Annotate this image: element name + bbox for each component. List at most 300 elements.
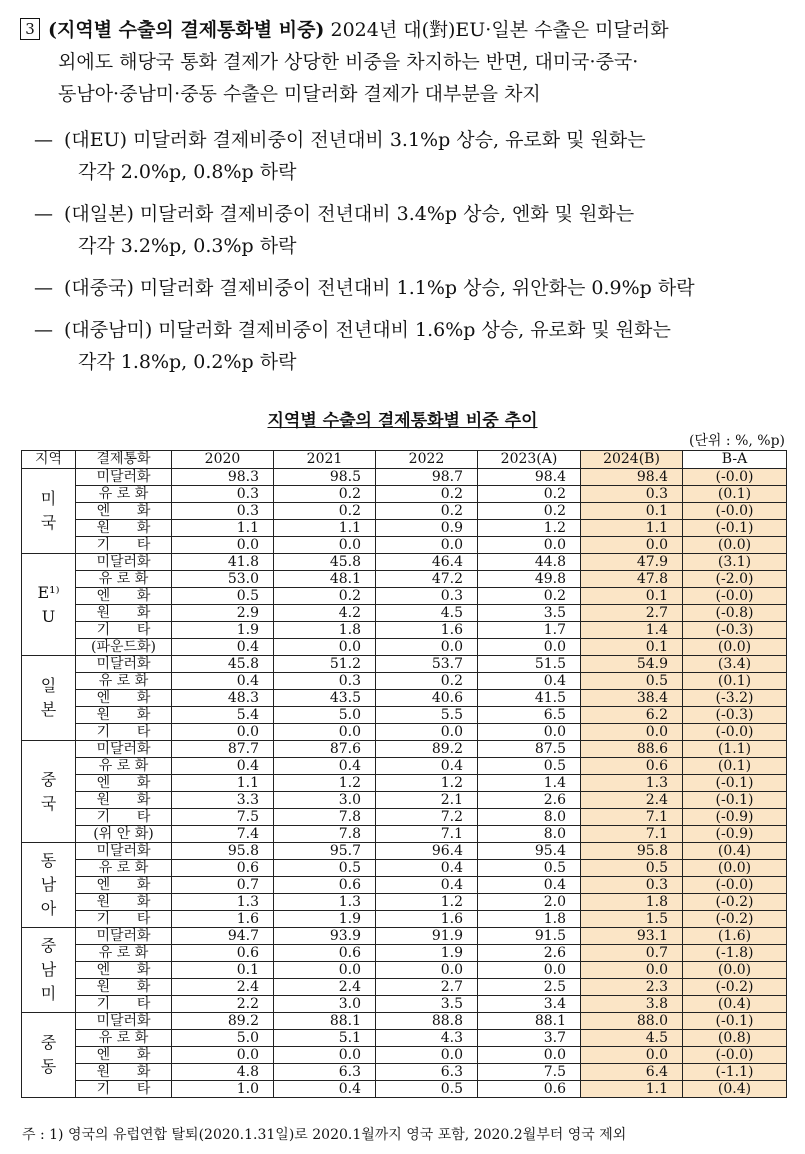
table-row [22,639,787,656]
value-cell: (-1.1) [683,1064,787,1081]
value-cell: 0.0 [172,724,274,741]
table-row [22,605,787,622]
column-header: 2021 [274,451,376,469]
value-cell: 0.3 [172,486,274,503]
value-cell: 0.2 [376,503,478,520]
currency-cell: 엔 화 [76,1047,172,1064]
value-cell: 2.6 [478,792,581,809]
table-row [22,1064,787,1081]
value-cell: 4.5 [581,1030,683,1047]
value-cell: (-0.9) [683,826,787,843]
value-cell: 2.4 [172,979,274,996]
value-cell: 93.9 [274,928,376,945]
value-cell: 2.7 [581,605,683,622]
table-row [22,758,787,775]
value-cell: 89.2 [376,741,478,758]
region-cell: 중 국 [22,741,76,843]
table-row [22,503,787,520]
column-header: 2023(A) [478,451,581,469]
value-cell: 1.8 [478,911,581,928]
currency-cell: 미달러화 [76,843,172,860]
currency-cell: 기 타 [76,622,172,639]
value-cell: 0.4 [478,673,581,690]
table-row [22,469,787,486]
value-cell: (-0.9) [683,809,787,826]
value-cell: 45.8 [172,656,274,673]
bullet-item [34,272,790,304]
table-row [22,792,787,809]
value-cell: 53.0 [172,571,274,588]
value-cell: 0.0 [274,1047,376,1064]
value-cell: 1.9 [172,622,274,639]
value-cell: 6.5 [478,707,581,724]
value-cell: 48.1 [274,571,376,588]
value-cell: 87.7 [172,741,274,758]
table-row [22,843,787,860]
currency-cell: 기 타 [76,537,172,554]
value-cell: 0.0 [172,1047,274,1064]
bullet-text: (대일본) 미달러화 결제비중이 전년대비 3.4%p 상승, 엔화 및 원화는 [64,203,635,225]
value-cell: 0.0 [581,1047,683,1064]
value-cell: 0.6 [478,1081,581,1098]
value-cell: 1.2 [478,520,581,537]
value-cell: 6.3 [274,1064,376,1081]
value-cell: 88.1 [274,1013,376,1030]
value-cell: 91.9 [376,928,478,945]
value-cell: 3.5 [478,605,581,622]
value-cell: 1.1 [274,520,376,537]
bullet-text: (대중국) 미달러화 결제비중이 전년대비 1.1%p 상승, 위안화는 0.9%p 하락 [64,277,695,299]
table-row [22,996,787,1013]
table-row [22,877,787,894]
table-row [22,690,787,707]
value-cell: 5.0 [274,707,376,724]
table-row [22,571,787,588]
table-row [22,826,787,843]
value-cell: 7.5 [172,809,274,826]
bullet-line-1 [34,198,790,230]
value-cell: 98.5 [274,469,376,486]
value-cell: 44.8 [478,554,581,571]
table-header-row [22,451,787,469]
region-cell: 동 남 아 [22,843,76,928]
value-cell: 3.3 [172,792,274,809]
value-cell: 98.7 [376,469,478,486]
value-cell: 7.5 [478,1064,581,1081]
value-cell: 0.0 [376,1047,478,1064]
value-cell: 0.5 [581,860,683,877]
value-cell: 6.3 [376,1064,478,1081]
table-row [22,1047,787,1064]
value-cell: 88.6 [581,741,683,758]
currency-cell: 유 로 화 [76,486,172,503]
value-cell: 2.4 [581,792,683,809]
value-cell: 0.0 [581,537,683,554]
value-cell: (-1.8) [683,945,787,962]
value-cell: 0.4 [172,758,274,775]
value-cell: 0.3 [376,588,478,605]
value-cell: 0.1 [172,962,274,979]
value-cell: 0.2 [478,486,581,503]
currency-cell: 유 로 화 [76,758,172,775]
value-cell: 7.1 [376,826,478,843]
currency-cell: 기 타 [76,996,172,1013]
value-cell: 88.0 [581,1013,683,1030]
value-cell: 0.0 [376,724,478,741]
value-cell: 0.0 [274,724,376,741]
value-cell: 0.2 [376,673,478,690]
value-cell: 2.5 [478,979,581,996]
value-cell: 5.0 [172,1030,274,1047]
value-cell: (-0.0) [683,724,787,741]
value-cell: (0.0) [683,639,787,656]
value-cell: 0.0 [172,537,274,554]
value-cell: 0.6 [172,860,274,877]
value-cell: 4.8 [172,1064,274,1081]
value-cell: 2.7 [376,979,478,996]
value-cell: 53.7 [376,656,478,673]
value-cell: (-0.1) [683,792,787,809]
value-cell: 1.6 [376,622,478,639]
value-cell: 0.4 [172,639,274,656]
value-cell: (1.6) [683,928,787,945]
value-cell: 0.4 [376,860,478,877]
table-row [22,741,787,758]
bullet-line-1 [34,272,790,304]
value-cell: 0.0 [478,1047,581,1064]
value-cell: 2.9 [172,605,274,622]
value-cell: 1.9 [274,911,376,928]
table-row [22,894,787,911]
value-cell: 6.2 [581,707,683,724]
value-cell: 5.4 [172,707,274,724]
value-cell: 7.8 [274,809,376,826]
value-cell: 54.9 [581,656,683,673]
currency-cell: 미달러화 [76,741,172,758]
value-cell: 95.8 [581,843,683,860]
value-cell: 88.1 [478,1013,581,1030]
value-cell: 0.1 [581,588,683,605]
currency-cell: 미달러화 [76,928,172,945]
value-cell: 45.8 [274,554,376,571]
bullet-item [34,314,790,378]
currency-cell: (위 안 화) [76,826,172,843]
table-row [22,554,787,571]
table-row [22,673,787,690]
table-row [22,1081,787,1098]
value-cell: (-0.3) [683,622,787,639]
value-cell: 2.6 [478,945,581,962]
value-cell: 1.0 [172,1081,274,1098]
currency-cell: 엔 화 [76,877,172,894]
value-cell: 8.0 [478,809,581,826]
currency-cell: 원 화 [76,894,172,911]
value-cell: 96.4 [376,843,478,860]
value-cell: 2.2 [172,996,274,1013]
value-cell: 4.2 [274,605,376,622]
intro-paragraph [20,14,790,110]
value-cell: 0.0 [274,962,376,979]
column-header: 2020 [172,451,274,469]
value-cell: 0.0 [274,537,376,554]
value-cell: 7.4 [172,826,274,843]
table-row [22,775,787,792]
bullet-text: (대중남미) 미달러화 결제비중이 전년대비 1.6%p 상승, 유로화 및 원화는 [64,319,671,341]
table-row [22,979,787,996]
region-cell: 중 동 [22,1013,76,1098]
value-cell: 0.5 [274,860,376,877]
bullet-dash: — [34,203,53,225]
value-cell: 87.5 [478,741,581,758]
footnote: 주 : 1) 영국의 유럽연합 탈퇴(2020.1.31일)로 2020.1월까지 영국 포함, 2020.2월부터 영국 제외 [22,1127,627,1143]
value-cell: 7.1 [581,826,683,843]
bullet-dash: — [34,277,53,299]
value-cell: (1.1) [683,741,787,758]
value-cell: 0.4 [376,877,478,894]
value-cell: 98.4 [581,469,683,486]
value-cell: 91.5 [478,928,581,945]
currency-cell: 유 로 화 [76,1030,172,1047]
value-cell: 0.9 [376,520,478,537]
value-cell: 93.1 [581,928,683,945]
value-cell: 1.3 [581,775,683,792]
bullet-dash: — [34,129,53,151]
value-cell: 5.1 [274,1030,376,1047]
value-cell: 1.7 [478,622,581,639]
table-unit: (단위 : %, %p) [688,433,785,449]
value-cell: 1.3 [274,894,376,911]
value-cell: 0.4 [274,758,376,775]
value-cell: 0.2 [274,503,376,520]
table-row [22,962,787,979]
value-cell: (0.0) [683,860,787,877]
bullet-text: (대EU) 미달러화 결제비중이 전년대비 3.1%p 상승, 유로화 및 원화는 [64,129,646,151]
value-cell: 0.3 [581,486,683,503]
value-cell: (-0.0) [683,503,787,520]
value-cell: 48.3 [172,690,274,707]
table-row [22,911,787,928]
value-cell: 0.2 [478,588,581,605]
value-cell: 0.2 [376,486,478,503]
column-header: 지역 [22,451,76,469]
value-cell: 3.0 [274,996,376,1013]
value-cell: 3.5 [376,996,478,1013]
value-cell: 1.1 [172,520,274,537]
intro-title: (지역별 수출의 결제통화별 비중) [48,19,325,41]
currency-cell: 미달러화 [76,656,172,673]
value-cell: 1.2 [376,894,478,911]
value-cell: 3.0 [274,792,376,809]
value-cell: 47.8 [581,571,683,588]
value-cell: 0.5 [478,860,581,877]
value-cell: (-3.2) [683,690,787,707]
value-cell: 0.5 [172,588,274,605]
value-cell: 40.6 [376,690,478,707]
table-row [22,809,787,826]
value-cell: (-0.2) [683,894,787,911]
currency-cell: 원 화 [76,520,172,537]
value-cell: 0.7 [581,945,683,962]
value-cell: 4.3 [376,1030,478,1047]
value-cell: (0.8) [683,1030,787,1047]
bullet-line-1 [34,124,790,156]
value-cell: 1.6 [376,911,478,928]
value-cell: 1.8 [581,894,683,911]
value-cell: 6.4 [581,1064,683,1081]
value-cell: 3.4 [478,996,581,1013]
currency-cell: 엔 화 [76,775,172,792]
value-cell: 0.3 [581,877,683,894]
currency-cell: 엔 화 [76,503,172,520]
value-cell: 38.4 [581,690,683,707]
column-header: 결제통화 [76,451,172,469]
table-row [22,486,787,503]
value-cell: 95.7 [274,843,376,860]
value-cell: (3.1) [683,554,787,571]
currency-cell: 원 화 [76,792,172,809]
value-cell: 5.5 [376,707,478,724]
currency-cell: 유 로 화 [76,945,172,962]
region-cell: 일 본 [22,656,76,741]
value-cell: 1.2 [274,775,376,792]
table-row [22,520,787,537]
value-cell: 87.6 [274,741,376,758]
value-cell: (0.4) [683,843,787,860]
currency-cell: 기 타 [76,1081,172,1098]
value-cell: (-0.0) [683,877,787,894]
value-cell: 0.0 [478,537,581,554]
table-row [22,945,787,962]
intro-line-3: 동남아·중남미·중동 수출은 미달러화 결제가 대부분을 차지 [58,83,541,105]
value-cell: 1.8 [274,622,376,639]
table-row [22,928,787,945]
value-cell: 0.0 [581,724,683,741]
value-cell: (0.0) [683,962,787,979]
value-cell: (0.1) [683,673,787,690]
table-row [22,707,787,724]
value-cell: 98.3 [172,469,274,486]
value-cell: (-0.0) [683,1047,787,1064]
value-cell: 0.0 [376,537,478,554]
value-cell: 3.8 [581,996,683,1013]
value-cell: 0.5 [376,1081,478,1098]
currency-cell: 기 타 [76,809,172,826]
value-cell: 0.3 [172,503,274,520]
value-cell: 46.4 [376,554,478,571]
value-cell: (-0.0) [683,469,787,486]
value-cell: 0.4 [376,758,478,775]
value-cell: 1.6 [172,911,274,928]
table-body [22,469,787,1098]
value-cell: (0.1) [683,758,787,775]
currency-cell: 미달러화 [76,469,172,486]
bullet-item [34,198,790,262]
value-cell: 0.4 [478,877,581,894]
value-cell: 98.4 [478,469,581,486]
currency-cell: 기 타 [76,724,172,741]
table-row [22,622,787,639]
value-cell: 1.1 [581,1081,683,1098]
bullet-item [34,124,790,188]
currency-cell: 유 로 화 [76,673,172,690]
column-header: 2022 [376,451,478,469]
table-row [22,1013,787,1030]
value-cell: 0.4 [274,1081,376,1098]
section-number: 3 [20,18,40,40]
currency-share-table [21,450,787,1098]
value-cell: 0.5 [581,673,683,690]
bullet-line-2: 각각 1.8%p, 0.2%p 하락 [78,351,297,373]
value-cell: 0.1 [581,503,683,520]
value-cell: 41.8 [172,554,274,571]
intro-line-2: 외에도 해당국 통화 결제가 상당한 비중을 차지하는 반면, 대미국·중국· [58,51,639,73]
table-row [22,537,787,554]
table-row [22,724,787,741]
currency-cell: 엔 화 [76,962,172,979]
value-cell: 0.6 [274,877,376,894]
value-cell: 47.9 [581,554,683,571]
table-row [22,860,787,877]
value-cell: (-0.1) [683,520,787,537]
value-cell: 0.1 [581,639,683,656]
bullet-line-1 [34,314,790,346]
value-cell: 1.4 [478,775,581,792]
value-cell: 3.7 [478,1030,581,1047]
value-cell: 0.6 [274,945,376,962]
column-header: 2024(B) [581,451,683,469]
value-cell: 0.0 [581,962,683,979]
region-cell: 중 남 미 [22,928,76,1013]
table-row [22,656,787,673]
column-header: B-A [683,451,787,469]
value-cell: 7.2 [376,809,478,826]
bullet-line-2: 각각 3.2%p, 0.3%p 하락 [78,235,297,257]
value-cell: (0.0) [683,537,787,554]
value-cell: 51.2 [274,656,376,673]
value-cell: 0.0 [478,724,581,741]
currency-cell: 엔 화 [76,690,172,707]
value-cell: 1.9 [376,945,478,962]
value-cell: (3.4) [683,656,787,673]
currency-cell: 미달러화 [76,554,172,571]
value-cell: 4.5 [376,605,478,622]
value-cell: 8.0 [478,826,581,843]
value-cell: 95.8 [172,843,274,860]
currency-cell: 원 화 [76,979,172,996]
value-cell: 43.5 [274,690,376,707]
value-cell: (-0.2) [683,911,787,928]
value-cell: 89.2 [172,1013,274,1030]
value-cell: 0.7 [172,877,274,894]
region-cell: E¹⁾ U [22,554,76,656]
currency-cell: 엔 화 [76,588,172,605]
value-cell: 2.1 [376,792,478,809]
table-title: 지역별 수출의 결제통화별 비중 추이 [267,411,538,431]
currency-cell: 미달러화 [76,1013,172,1030]
value-cell: 7.8 [274,826,376,843]
value-cell: 0.2 [274,486,376,503]
table-row [22,588,787,605]
value-cell: (-0.0) [683,588,787,605]
value-cell: 1.4 [581,622,683,639]
value-cell: 0.2 [274,588,376,605]
value-cell: (-0.1) [683,1013,787,1030]
value-cell: 0.0 [274,639,376,656]
value-cell: (0.4) [683,996,787,1013]
value-cell: 0.6 [172,945,274,962]
value-cell: (-0.8) [683,605,787,622]
value-cell: 0.3 [274,673,376,690]
